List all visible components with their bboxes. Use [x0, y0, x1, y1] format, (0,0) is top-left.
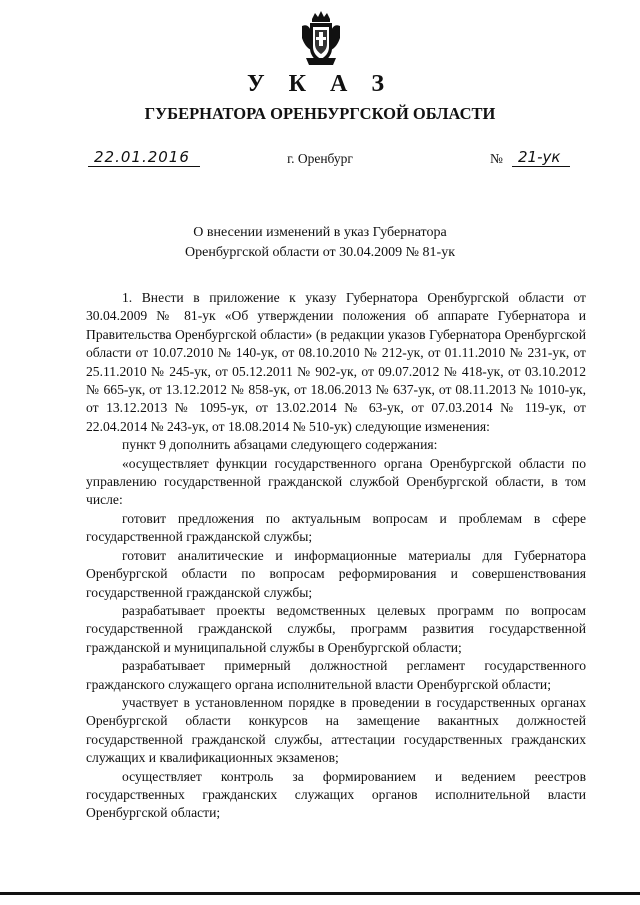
number-underline — [512, 166, 570, 167]
body-paragraph: 1. Внести в приложение к указу Губернатора Оренбургской области от 30.04.2009 № 81-ук «Об утверждении положения об аппарате Губернатора и Правительства Оренбургской области» (в редакции указов Губернатора Оренбургской области от 10.07.2010 № 140-ук, от 08.10.2010 № 212-ук, от 01.11.2010 № 231-ук, от 25.11.2010 № 245-ук, от 05.12.2011 № 902-ук, от 09.07.2012 № 418-ук, от 03.10.2012 № 665-ук, от 13.12.2012 № 858-ук, от 18.06.2013 № 637-ук, от 08.11.2013 № 1010-ук, от 13.12.2013 № 1095-ук, от 13.02.2014 № 63-ук, от 07.03.2014 № 119-ук, от 22.04.2014 № 243-ук, от 18.08.2014 № 510-ук) следующие изменения: — [86, 290, 586, 434]
page-bottom-rule — [0, 892, 640, 895]
body-paragraph: готовит предложения по актуальным вопросам и проблемам в сфере государственной гражданской службы; — [86, 510, 586, 545]
body-paragraph: разрабатывает примерный должностной регламент государственного гражданского служащего органа исполнительной власти Оренбургской области; — [86, 658, 586, 692]
decree-heading — [0, 223, 640, 263]
decree-body — [86, 289, 586, 823]
decree-date-value: 22.01.2016 — [94, 148, 190, 166]
body-paragraph: осуществляет контроль за формированием и ведением реестров государственных гражданских служащих органов исполнительной власти Оренбургской области; — [86, 768, 586, 821]
coat-of-arms-icon — [298, 10, 344, 68]
decree-number-value: 21-ук — [518, 148, 561, 166]
decree-heading-line-2: Оренбургской области от 30.04.2009 № 81-ук — [185, 245, 455, 260]
document-title: У К А З — [246, 71, 393, 97]
body-paragraph: разрабатывает проекты ведомственных целевых программ по вопросам государственной гражданской службы, программ развития государственной гражданской и муниципальной службы в Оренбургской области; — [86, 602, 586, 655]
body-paragraph: готовит аналитические и информационные материалы для Губернатора Оренбургской области по вопросам реформирования и совершенствования государственной гражданской службы; — [86, 547, 586, 600]
decree-heading-line-1: О внесении изменений в указ Губернатора — [193, 225, 447, 240]
body-paragraph: «осуществляет функции государственного органа Оренбургской области по управлению государственной гражданской службой Оренбургской области, в том числе: — [86, 455, 586, 508]
decree-city: г. Оренбург — [287, 151, 353, 166]
body-paragraph: пункт 9 дополнить абзацами следующего содержания: — [122, 437, 438, 453]
decree-number-prefix: № — [490, 151, 503, 166]
decree-number — [490, 147, 570, 169]
body-paragraph: участвует в установленном порядке в проведении в государственных органах Оренбургской области конкурсов на замещение вакантных должностей государственной гражданской службы, аттестации государственных гражданских служащих и квалификационных экзаменов; — [86, 694, 586, 766]
document-subtitle: ГУБЕРНАТОРА ОРЕНБУРГСКОЙ ОБЛАСТИ — [144, 104, 496, 123]
